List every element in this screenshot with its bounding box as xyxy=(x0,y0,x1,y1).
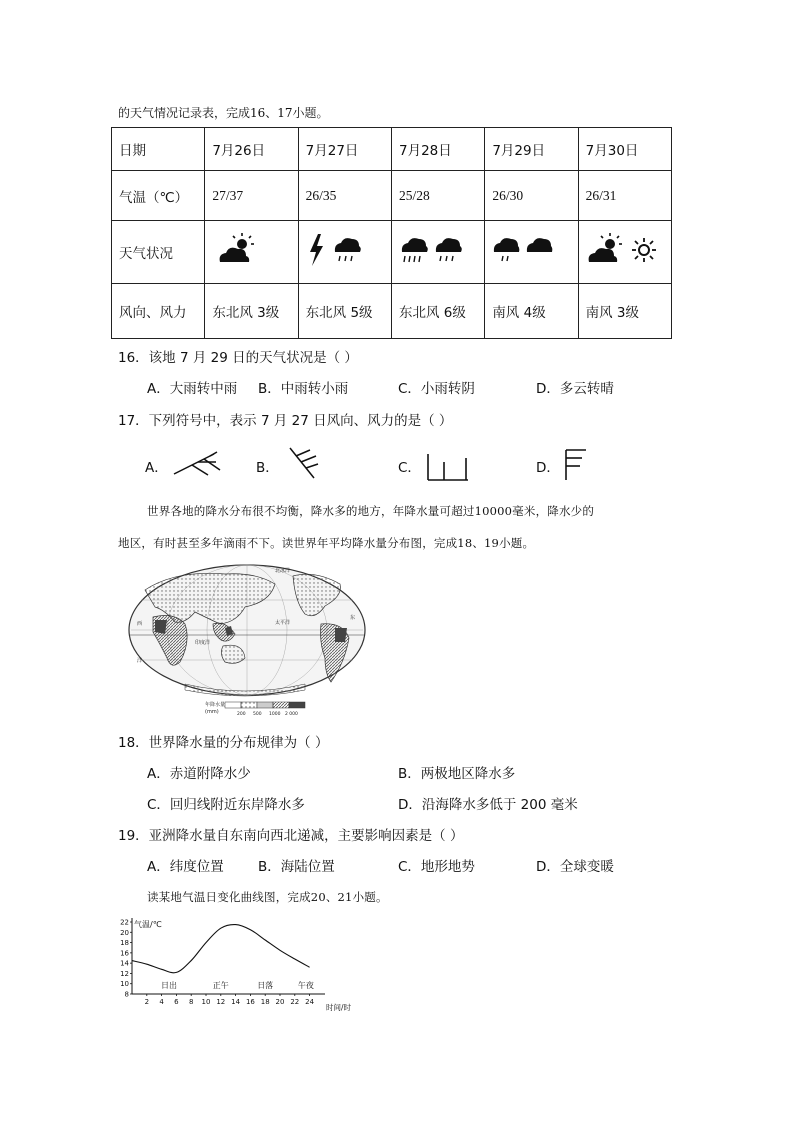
header-day-3: 7月28日 xyxy=(391,128,484,171)
wind-cell: 东北风 5级 xyxy=(298,284,391,339)
temperature-curve-chart xyxy=(112,912,362,1012)
q19-option-a[interactable]: A．纬度位置 xyxy=(147,859,224,875)
map-label-arctic: 北冰洋 xyxy=(275,568,291,574)
q16-option-a[interactable]: A．大雨转中雨 xyxy=(147,381,238,397)
x-tick-label: 22 xyxy=(290,998,300,1006)
precip-paragraph-line1: 世界各地的降水分布很不均衡，降水多的地方，年降水量可超过10000毫米，降水少的 xyxy=(147,504,595,518)
q19-option-d[interactable]: D．全球变暖 xyxy=(536,859,614,875)
y-axis-label: 气温/℃ xyxy=(134,920,162,929)
heavy-rain-icon xyxy=(399,230,429,270)
question-19-stem: 19．亚洲降水量自东南向西北递减，主要影响因素是（ ） xyxy=(118,828,464,844)
x-tick-label: 20 xyxy=(275,998,285,1006)
q16-option-c[interactable]: C．小雨转阴 xyxy=(398,381,475,397)
y-tick-label: 18 xyxy=(120,939,129,948)
x-tick-label: 12 xyxy=(216,998,226,1006)
wind-cell: 东北风 6级 xyxy=(391,284,484,339)
moderate-rain-icon xyxy=(332,230,362,270)
q19-option-c[interactable]: C．地形地势 xyxy=(398,859,475,875)
wind-cell: 南风 4级 xyxy=(485,284,578,339)
q17-option-d[interactable]: D． xyxy=(536,460,560,476)
legend-value: 500 xyxy=(253,712,262,717)
x-tick-label: 4 xyxy=(159,998,164,1006)
weather-cell xyxy=(205,221,298,284)
q16-option-d[interactable]: D．多云转晴 xyxy=(536,381,614,397)
map-label-west: 西 xyxy=(137,621,143,627)
wind-cell: 南风 3级 xyxy=(578,284,671,339)
y-tick-label: 14 xyxy=(120,959,129,968)
header-day-2: 7月27日 xyxy=(298,128,391,171)
question-17-stem: 17．下列符号中，表示 7 月 27 日风向、风力的是（ ） xyxy=(118,413,453,429)
time-annotation: 日出 xyxy=(161,981,177,990)
q16-option-b[interactable]: B．中雨转小雨 xyxy=(258,381,349,397)
map-label-indian: 印度洋 xyxy=(195,640,211,646)
x-tick-label: 18 xyxy=(260,998,270,1006)
temp-cell: 25/28 xyxy=(391,171,484,221)
chart-annotations xyxy=(161,980,314,990)
temp-curve-intro: 读某地气温日变化曲线图，完成20、21小题。 xyxy=(147,890,388,904)
time-annotation: 正午 xyxy=(212,981,229,990)
time-annotation: 日落 xyxy=(257,981,274,990)
q17-option-c[interactable]: C． xyxy=(398,460,421,476)
q17-option-a[interactable]: A． xyxy=(145,460,168,476)
question-18-stem: 18．世界降水量的分布规律为（ ） xyxy=(118,735,329,751)
partly-cloudy-icon xyxy=(586,230,626,270)
x-tick-label: 16 xyxy=(245,998,255,1006)
table-intro: 的天气情况记录表，完成16、17小题。 xyxy=(118,106,329,120)
weather-table xyxy=(111,127,672,339)
temp-cell: 26/30 xyxy=(485,171,578,221)
table-row-weather xyxy=(112,221,672,284)
weather-cell xyxy=(391,221,484,284)
x-tick-label: 24 xyxy=(305,998,315,1006)
x-tick-label: 14 xyxy=(231,998,241,1006)
y-tick-label: 16 xyxy=(120,949,129,958)
table-row-temp xyxy=(112,171,672,221)
legend-value: 1000 xyxy=(269,712,281,717)
x-tick-label: 10 xyxy=(201,998,211,1006)
q18-option-c[interactable]: C．回归线附近东岸降水多 xyxy=(147,797,305,813)
y-tick-label: 8 xyxy=(124,990,129,999)
map-label-ocean: 洋 xyxy=(137,658,143,664)
time-annotation: 午夜 xyxy=(297,981,314,990)
map-label-east: 东 xyxy=(350,615,356,621)
wind-label: 风向、风力 xyxy=(112,284,205,339)
wind-symbol-a-icon xyxy=(172,448,222,478)
x-tick-label: 6 xyxy=(174,998,179,1006)
temp-cell: 26/35 xyxy=(298,171,391,221)
y-tick-label: 12 xyxy=(120,969,129,978)
partly-cloudy-icon xyxy=(212,230,262,270)
x-tick-label: 2 xyxy=(144,998,150,1006)
q18-option-b[interactable]: B．两极地区降水多 xyxy=(398,766,516,782)
moderate-rain-icon xyxy=(492,230,520,270)
weather-cell xyxy=(485,221,578,284)
wind-symbol-d-icon xyxy=(560,446,590,482)
question-16-stem: 16．该地 7 月 29 日的天气状况是（ ） xyxy=(118,350,358,366)
y-tick-label: 20 xyxy=(120,928,129,937)
y-tick-label: 10 xyxy=(120,980,129,989)
q19-option-b[interactable]: B．海陆位置 xyxy=(258,859,335,875)
legend-title: 年降水量 xyxy=(205,702,226,708)
header-date: 日期 xyxy=(112,128,205,171)
wind-cell: 东北风 3级 xyxy=(205,284,298,339)
weather-label: 天气状况 xyxy=(112,221,205,284)
x-tick-label: 8 xyxy=(188,998,194,1006)
header-day-5: 7月30日 xyxy=(578,128,671,171)
header-day-1: 7月26日 xyxy=(205,128,298,171)
chart-ticks xyxy=(120,919,315,1007)
sunny-icon xyxy=(630,230,658,270)
header-day-4: 7月29日 xyxy=(485,128,578,171)
weather-cell xyxy=(298,221,391,284)
temp-label: 气温（℃） xyxy=(112,171,205,221)
precip-paragraph-line2: 地区，有时甚至多年滴雨不下。读世界年平均降水量分布图，完成18、19小题。 xyxy=(118,536,535,550)
light-rain-icon xyxy=(525,230,553,270)
map-label-pacific: 太平洋 xyxy=(275,620,291,626)
temp-cell: 26/31 xyxy=(578,171,671,221)
temp-cell: 27/37 xyxy=(205,171,298,221)
x-axis-label: 时间/时 xyxy=(326,1003,352,1012)
series-line xyxy=(132,925,310,973)
q17-option-b[interactable]: B． xyxy=(256,460,279,476)
world-precipitation-map xyxy=(125,562,369,722)
q18-option-d[interactable]: D．沿海降水多低于 200 毫米 xyxy=(398,797,578,813)
legend-unit: (mm) xyxy=(205,709,219,715)
thunder-icon xyxy=(306,230,328,270)
y-tick-label: 22 xyxy=(120,918,129,927)
table-row-wind xyxy=(112,284,672,339)
legend-value: 200 xyxy=(237,712,246,717)
moderate-rain-icon xyxy=(433,230,463,270)
wind-symbol-b-icon xyxy=(286,444,320,482)
wind-symbol-c-icon xyxy=(424,450,472,484)
legend-value: 2 000 xyxy=(285,712,298,717)
q18-option-a[interactable]: A．赤道附降水少 xyxy=(147,766,251,782)
weather-cell xyxy=(578,221,671,284)
table-row-date xyxy=(112,128,672,171)
